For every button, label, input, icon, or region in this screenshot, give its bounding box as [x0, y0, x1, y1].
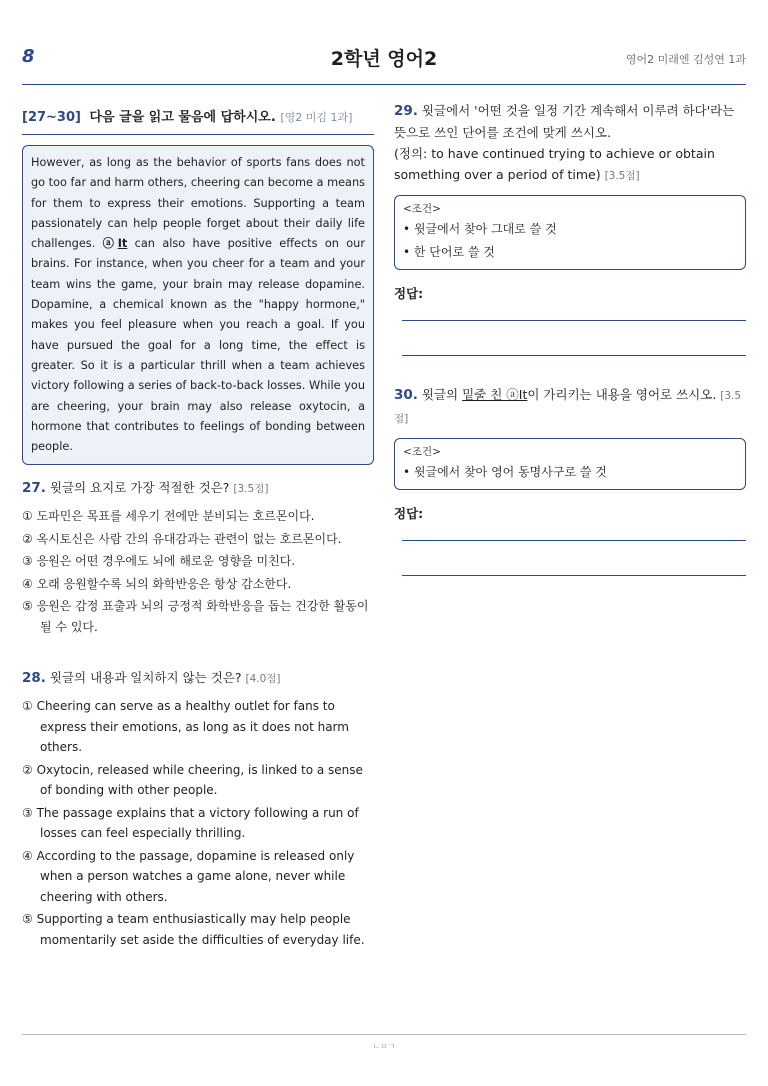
q28-number: 28.	[22, 670, 46, 687]
set-range: [27~30]	[22, 110, 81, 125]
q27-points: [3.5점]	[233, 483, 269, 496]
q27-text: 윗글의 요지로 가장 적절한 것은?	[49, 480, 230, 496]
q29-condition-label: <조건>	[403, 203, 441, 215]
q30-condition-box	[394, 438, 746, 490]
q30-answer-line-1[interactable]	[402, 522, 746, 541]
footer-divider	[22, 1034, 746, 1035]
q28-option-3[interactable]: ③ The passage explains that a victory following a run of losses can feel especially thrilling.	[22, 805, 359, 841]
page-title: 2학년 영어2	[330, 48, 438, 70]
q29-number: 29.	[394, 103, 418, 119]
question-27	[22, 477, 374, 637]
q28-points: [4.0점]	[245, 673, 281, 686]
set-source: [영2 미김 1과]	[280, 111, 353, 124]
question-28	[22, 667, 374, 950]
reading-passage	[22, 145, 374, 465]
q29-condition-box	[394, 195, 746, 270]
q30-answer-line-2[interactable]	[402, 541, 746, 576]
q27-option-3[interactable]: ③ 응원은 어떤 경우에도 뇌에 해로운 영향을 미친다.	[22, 554, 296, 569]
set-instruction: 다음 글을 읽고 물음에 답하시오.	[89, 110, 276, 125]
q28-text: 윗글의 내용과 일치하지 않는 것은?	[49, 670, 242, 686]
question-set-heading	[22, 106, 374, 135]
q27-number: 27.	[22, 480, 46, 497]
q29-answer-line-2[interactable]	[402, 321, 746, 356]
q30-condition-1: • 윗글에서 찾아 영어 동명사구로 쓸 것	[403, 465, 607, 479]
page-header	[22, 42, 746, 72]
q30-condition-label: <조건>	[403, 446, 441, 458]
q29-condition-2: • 한 단어로 쓸 것	[403, 245, 495, 259]
q29-condition-1: • 윗글에서 찾아 그대로 쓸 것	[403, 222, 557, 236]
q27-option-5[interactable]: ⑤ 응원은 감정 표출과 뇌의 긍정적 화학반응을 돕는 건강한 활동이 될 수 있다.	[22, 599, 369, 634]
q28-option-1[interactable]: ① Cheering can serve as a healthy outlet for fans to express their emotions, as long as it does not harm others.	[22, 699, 349, 755]
right-column	[394, 100, 746, 576]
left-column	[22, 106, 374, 952]
subject-label: 영어2 미래엔 김성연 1과	[625, 53, 746, 66]
q28-options	[22, 696, 374, 950]
page-number: 8	[22, 46, 35, 67]
q28-option-2[interactable]: ② Oxytocin, released while cheering, is linked to a sense of bonding with other people.	[22, 762, 363, 798]
header-divider	[22, 84, 746, 85]
q27-option-4[interactable]: ④ 오래 응원할수록 뇌의 화학반응은 항상 감소한다.	[22, 576, 292, 591]
question-30	[394, 384, 746, 430]
question-29	[394, 100, 746, 187]
passage-underlined-it: It	[117, 237, 128, 251]
q30-text-pre: 윗글의	[421, 387, 463, 402]
q28-option-4[interactable]: ④ According to the passage, dopamine is released only when a person watches a game alone, never while cheering with others.	[22, 848, 355, 904]
q29-text: 윗글에서 '어떤 것을 일정 기간 계속해서 이루려 하다'라는 뜻으로 쓰인 단어를 조건에 맞게 쓰시오.	[394, 103, 735, 140]
q30-text-post: 이 가리키는 내용을 영어로 쓰시오.	[527, 387, 717, 402]
q30-points: [3.5점]	[394, 390, 742, 425]
q27-option-1[interactable]: ① 도파민은 목표를 세우기 전에만 분비되는 호르몬이다.	[22, 509, 315, 524]
passage-part2: can also have positive effects on our brains. For instance, when you cheer for a team and your team wins the game, your brain may release dopamine. Dopamine, a chemical known as the "happy hormone," makes you feel pleasure when you reach a goal. If you have pursued the goal for a long time, the effect is greater. So it is a particular thrill when a team achieves victory following a series of back-to-back losses. While you are cheering, your brain may also release oxytocin, a hormone that contributes to feelings of bonding between people.	[31, 237, 365, 454]
q29-answer-line-1[interactable]	[402, 302, 746, 321]
q30-text-underlined: 밑줄 친 ⓐIt	[462, 387, 528, 402]
passage-part1: However, as long as the behavior of sports fans does not go too far and harm others, cheering can become a means for them to express their emotions. Supporting a team passionately can help people forget about their daily life challenges.	[31, 156, 365, 251]
q30-number: 30.	[394, 387, 418, 403]
passage-marker-a: ⓐ	[102, 237, 118, 251]
q29-answer-label: 정답:	[394, 286, 424, 301]
footer-mark: ㄴㅇㄱ	[372, 1042, 396, 1051]
q28-option-5[interactable]: ⑤ Supporting a team enthusiastically may help people momentarily set aside the difficulties of everyday life.	[22, 912, 365, 947]
q29-points: [3.5점]	[604, 170, 640, 182]
q30-answer-label: 정답:	[394, 506, 424, 521]
q27-option-2[interactable]: ② 옥시토신은 사람 간의 유대감과는 관련이 없는 호르몬이다.	[22, 531, 342, 546]
q27-options	[22, 506, 374, 637]
q29-definition: (정의: to have continued trying to achieve or obtain something over a period of time)	[394, 146, 715, 182]
